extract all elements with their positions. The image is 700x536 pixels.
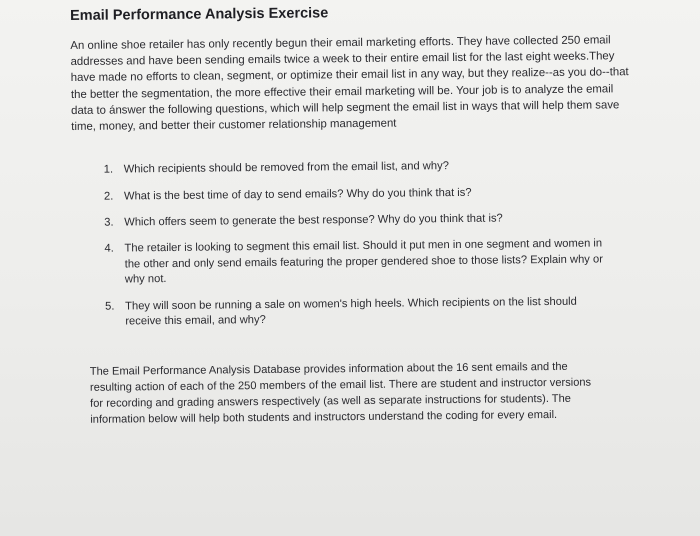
question-item	[105, 294, 633, 330]
question-item	[104, 157, 632, 178]
question-number: 4.	[104, 242, 114, 256]
question-text: What is the best time of day to send emails? Why do you think that is?	[123, 186, 472, 203]
question-text: Which offers seem to generate the best response? Why do you think that is?	[124, 212, 503, 229]
question-text: They will soon be running a sale on women's high heels. Which recipients on the list should receive this email, and why?	[125, 295, 577, 328]
question-number: 2.	[103, 190, 114, 203]
question-text: The retailer is looking to segment this email list. Should it put men in one segment and women in the other and only send emails featuring the proper gendered shoe to those lists? Explain why or why not.	[124, 237, 603, 286]
question-item	[104, 210, 632, 231]
question-item	[104, 184, 632, 205]
question-item	[104, 237, 632, 289]
closing-paragraph: The Email Performance Analysis Database provides information about the 16 sent emails and the resulting action of each of the 250 members of the email list. There are student and instructor versions for recording and grading answers respectively (as well as separate instructions for students). The information below will help both students and instructors understand the coding for every email.	[89, 361, 592, 427]
intro-paragraph: An online shoe retailer has only recently begun their email marketing efforts. They have collected 250 email addresses and have been sending emails twice a week to their entire email list for the last eight weeks.They have made no efforts to clean, segment, or optimize their email list in any way, but they realize--as you do--that the better the segmentation, the more effective their email marketing will be. Your job is to analyze the email data to ánswer the following questions, which will help segment the email list in ways that will help them save time, money, and better their customer relationship management	[70, 34, 629, 134]
question-list	[72, 157, 634, 330]
question-number: 5.	[105, 300, 115, 313]
document-sheet	[70, 2, 634, 428]
page-title: Email Performance Analysis Exercise	[70, 5, 329, 24]
question-number: 1.	[103, 163, 114, 176]
question-number: 3.	[104, 216, 114, 229]
question-text: Which recipients should be removed from the email list, and why?	[123, 160, 449, 176]
